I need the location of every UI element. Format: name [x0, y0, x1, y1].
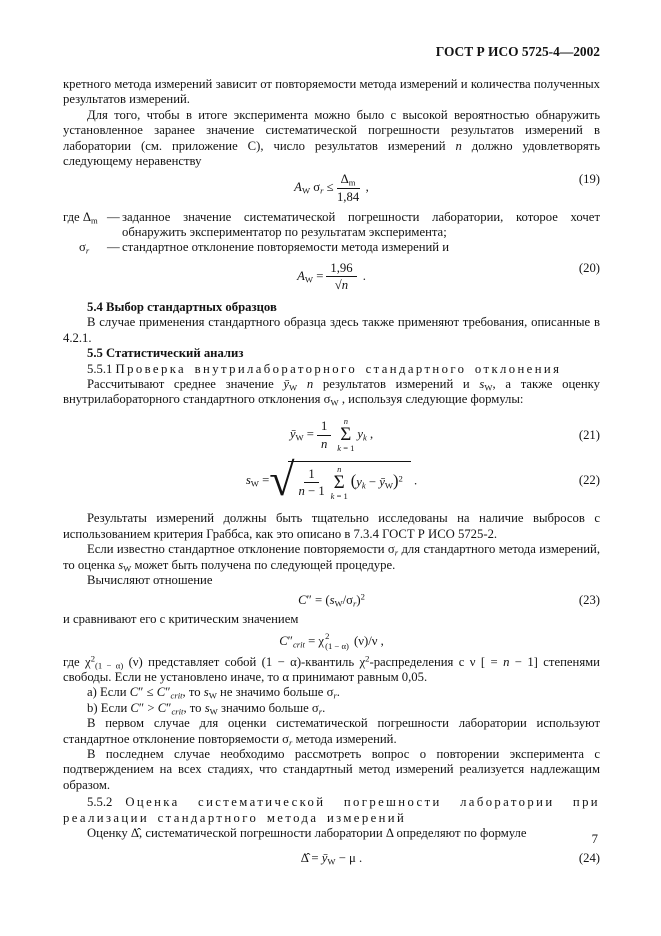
- section-heading-5-4: 5.4 Выбор стандартных образцов: [87, 300, 277, 315]
- fraction-denominator: 1,84: [336, 190, 360, 205]
- definition-term: $\sigma_r$: [79, 240, 90, 256]
- document-header: ГОСТ Р ИСО 5725-4—2002: [435, 44, 600, 59]
- page-content: [63, 44, 600, 866]
- square-root: [269, 453, 411, 505]
- chi-square-exponents: [325, 632, 349, 652]
- fraction: [298, 467, 324, 499]
- formula-20: [63, 261, 600, 293]
- paragraph-experiment-requirement: Для того, чтобы в итоге эксперимента можно было с высокой вероятностью обнаружить установленное заранее значение систематической погрешности результатов измерений в лаборатории (см. приложение С), число результатов измерений n должно удовлетворять следующему неравенству: [63, 107, 600, 169]
- formula-23-number: (23): [578, 593, 601, 608]
- formula-23: [63, 593, 600, 608]
- fraction: [337, 172, 360, 204]
- definition-sigma-r: [63, 240, 600, 255]
- definition-dash: —: [107, 209, 120, 224]
- paragraph-outliers: Результаты измерений должны быть тщательно исследованы на наличие выбросов с использованием критерия Граббса, как это описано в 7.3.4 ГОСТ Р ИСО 5725-2.: [63, 511, 600, 541]
- formula-19: [63, 172, 600, 204]
- formula-22-lhs: $s_W$ =: [245, 472, 270, 489]
- paragraph-bias-estimate: Оценку Δ̂, систематической погрешности лаборатории Δ определяют по формуле: [87, 826, 527, 841]
- formula-20-number: (20): [578, 260, 601, 275]
- formula-24: [63, 851, 600, 866]
- paragraph-compute-ratio: Вычисляют отношение: [87, 572, 213, 587]
- fraction-denominator: n: [320, 436, 328, 451]
- formula-24-number: (24): [578, 850, 601, 865]
- summation: [331, 465, 348, 502]
- paragraph-last-case: В последнем случае необходимо рассмотреть вопрос о повторении эксперимента с подтверждением на всех стадиях, что стандартный метод измерений реализуется надлежащим образом.: [63, 747, 600, 792]
- formula-23-body: $C'' = (s_W/\sigma_r)^2$: [298, 591, 365, 609]
- formula-21: [63, 417, 600, 454]
- paragraph-case-a: a) Если $C'' \le C''_{crit}$, то $s_W$ не значимо больше $\sigma_r$.: [87, 685, 340, 701]
- chi-sup: 2: [325, 630, 330, 641]
- definition-dash: —: [107, 240, 120, 255]
- section-heading-5-5: 5.5 Статистический анализ: [87, 346, 244, 361]
- page-number: 7: [591, 832, 598, 846]
- fraction-denominator: n − 1: [298, 484, 325, 499]
- paragraph-continuation: кретного метода измерений зависит от повторяемости метода измерений и количества полученных результатов измерений.: [63, 77, 600, 107]
- fraction-numerator: 1: [304, 467, 318, 484]
- paragraph-compute-mean: Рассчитывают среднее значение $ȳ_W$ n результатов измерений и $s_W$, а также оценку внутрилабораторного стандартного отклонения $\sigma_W$ , используя следующие формулы:: [63, 377, 600, 408]
- definition-text: стандартное отклонение повторяемости метода измерений и: [122, 240, 450, 255]
- formula-crit-tail: (ν)/ν ,: [350, 633, 384, 648]
- paragraph-known-repeatability: Если известно стандартное отклонение повторяемости $\sigma_r$ для стандартного метода измерений, то оценка $s_W$ может быть получена по следующей процедуре.: [63, 542, 600, 573]
- section-heading-5-5-2: 5.5.2 Оценка систематической погрешности лаборатории при реализации стандартного метода измерений: [63, 795, 600, 825]
- formula-24-body: Δ̂ = $ȳ_W - \mu$ .: [300, 850, 363, 866]
- definition-delta-m: [63, 210, 600, 241]
- radical-sign: √: [269, 453, 295, 505]
- formula-21-tail: $y_k$ ,: [357, 427, 374, 443]
- formula-20-tail: .: [359, 268, 366, 283]
- fraction: [326, 261, 356, 293]
- formula-19-lhs: $A_W$ $\sigma_r$ ≤: [294, 180, 334, 196]
- fraction-numerator: $\Delta_m$: [337, 172, 360, 189]
- summation-lower-limit: k = 1: [337, 443, 355, 454]
- paragraph-first-case: В первом случае для оценки систематической погрешности лаборатории используют стандартное отклонение повторяемости $\sigma_r$ метода измерений.: [63, 716, 600, 748]
- fraction: [317, 419, 331, 451]
- sigma-symbol: Σ: [333, 471, 345, 493]
- section-heading-5-5-1: 5.5.1 Проверка внутрилабораторного стандартного отклонения: [87, 361, 562, 376]
- formula-19-tail: ,: [362, 180, 369, 195]
- paragraph-reference-samples: В случае применения стандартного образца здесь также применяют требования, описанные в 4.2.1.: [63, 315, 600, 345]
- summation-upper-limit: n: [343, 415, 348, 426]
- formula-21-number: (21): [578, 427, 600, 442]
- formula-20-lhs: $A_W$ =: [297, 268, 324, 285]
- paragraph-case-b: b) Если $C'' > C''_{crit}$, то $s_W$ значимо больше $\sigma_r$.: [87, 700, 326, 717]
- paragraph-chi-square-note: где $\chi^2_{(1 - \alpha)}$ (ν) представляет собой (1 − α)-квантиль $\chi^2$-распределения с ν [ = n − 1] степенями свободы. Если не установлено иначе, то α принимают равным 0,05.: [63, 652, 600, 685]
- formula-22-number: (22): [578, 473, 600, 488]
- radicand-expression: ($y_k$ − $ȳ_W)^2$: [350, 470, 403, 491]
- paragraph-compare-critical: и сравнивают его с критическим значением: [63, 612, 299, 627]
- formula-critical-value: [63, 632, 600, 652]
- definition-term: где $\Delta_m$: [63, 209, 98, 226]
- chi-sub: (1 − α): [325, 640, 349, 651]
- summation-upper-limit: n: [337, 463, 342, 474]
- summation-lower-limit: k = 1: [330, 491, 348, 501]
- fraction-numerator: 1: [317, 419, 331, 436]
- formula-22-tail: .: [410, 472, 418, 487]
- summation: [337, 417, 354, 454]
- definition-text: заданное значение систематической погрешности лаборатории, которое хочет обнаружить экспериментатор по результатам эксперимента;: [122, 209, 600, 240]
- formula-21-lhs: $ȳ_W$ =: [289, 427, 314, 443]
- formula-crit-lhs: $C''_{crit} = \chi$: [279, 633, 325, 650]
- formula-19-number: (19): [578, 172, 601, 187]
- fraction-numerator: 1,96: [326, 261, 356, 278]
- sigma-symbol: Σ: [340, 424, 352, 446]
- fraction-denominator: √n: [334, 278, 349, 293]
- formula-22: [63, 453, 600, 505]
